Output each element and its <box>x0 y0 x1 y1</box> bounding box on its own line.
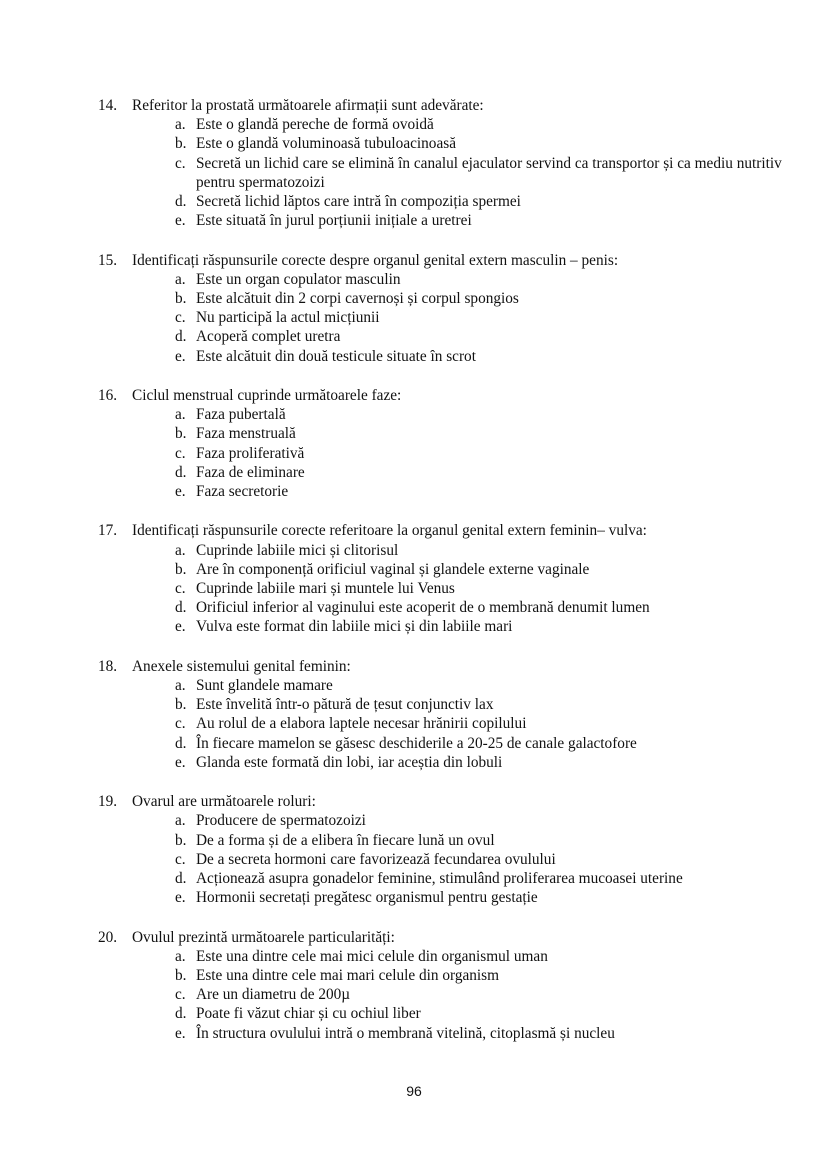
option-text: Nu participă la actul micțiunii <box>196 309 380 327</box>
option-letter: e. <box>175 212 186 230</box>
answer-option <box>98 289 798 308</box>
answer-option <box>98 947 798 966</box>
question-header <box>98 96 798 115</box>
answer-options <box>98 115 798 230</box>
answer-option <box>98 714 798 733</box>
answer-option <box>98 482 798 501</box>
question-number: 19. <box>98 793 118 811</box>
option-text: Este o glandă pereche de formă ovoidă <box>196 116 434 134</box>
option-text: În fiecare mamelon se găsesc deschiderile a 20-25 de canale galactofore <box>196 734 637 752</box>
answer-option <box>98 444 798 463</box>
question-text: Ciclul menstrual cuprinde următoarele faze: <box>132 387 402 405</box>
answer-option <box>98 327 798 346</box>
question-header <box>98 251 798 270</box>
option-text: Este situată în jurul porțiunii inițiale a uretrei <box>196 212 472 230</box>
answer-option <box>98 1024 798 1043</box>
option-letter: d. <box>175 328 187 346</box>
option-letter: d. <box>175 1005 187 1023</box>
option-letter: b. <box>175 135 187 153</box>
answer-option <box>98 211 798 230</box>
option-text: Au rolul de a elabora laptele necesar hrănirii copilului <box>196 715 527 733</box>
answer-option <box>98 308 798 327</box>
option-text: Faza de eliminare <box>196 463 305 481</box>
option-letter: d. <box>175 463 187 481</box>
answer-option <box>98 888 798 907</box>
question-text: Identificați răspunsurile corecte despre organul genital extern masculin – penis: <box>132 251 619 269</box>
option-text: Secretă un lichid care se elimină în canalul ejaculator servind ca transportor și ca mediu nutritiv pentru spermatozoizi <box>196 154 782 191</box>
question-text: Identificați răspunsurile corecte referitoare la organul genital extern feminin– vulva: <box>132 522 647 540</box>
option-text: Este alcătuit din 2 corpi cavernoși și corpul spongios <box>196 290 519 308</box>
answer-options <box>98 676 798 772</box>
answer-options <box>98 270 798 366</box>
option-text: În structura ovulului intră o membrană vitelină, citoplasmă și nucleu <box>196 1024 615 1042</box>
option-text: Este una dintre cele mai mari celule din organism <box>196 967 500 985</box>
question-number: 16. <box>98 387 118 405</box>
question-header <box>98 792 798 811</box>
option-letter: e. <box>175 347 186 365</box>
answer-option <box>98 598 798 617</box>
option-letter: e. <box>175 889 186 907</box>
answer-options <box>98 947 798 1043</box>
option-letter: a. <box>175 116 186 134</box>
question-header <box>98 928 798 947</box>
option-text: Este o glandă voluminoasă tubuloacinoasă <box>196 135 456 153</box>
question-text: Ovarul are următoarele roluri: <box>132 793 316 811</box>
question-number: 15. <box>98 251 118 269</box>
option-letter: c. <box>175 986 186 1004</box>
answer-option <box>98 405 798 424</box>
answer-option <box>98 966 798 985</box>
option-text: Este învelită într-o pătură de țesut conjunctiv lax <box>196 696 494 714</box>
answer-option <box>98 134 798 153</box>
option-letter: d. <box>175 870 187 888</box>
option-text: Faza proliferativă <box>196 444 305 462</box>
option-letter: d. <box>175 193 187 211</box>
option-letter: b. <box>175 831 187 849</box>
question-20 <box>98 928 798 1043</box>
option-text: Are în componență orificiul vaginal și glandele externe vaginale <box>196 560 590 578</box>
answer-option <box>98 347 798 366</box>
answer-option <box>98 1004 798 1023</box>
answer-option <box>98 753 798 772</box>
option-text: Orificiul inferior al vaginului este acoperit de o membrană denumit lumen <box>196 599 650 617</box>
option-text: Cuprinde labiile mici și clitorisul <box>196 541 399 559</box>
option-text: Acționează asupra gonadelor feminine, stimulând proliferarea mucoasei uterine <box>196 870 683 888</box>
option-text: Este alcătuit din două testicule situate în scrot <box>196 347 476 365</box>
option-letter: e. <box>175 753 186 771</box>
answer-option <box>98 734 798 753</box>
option-letter: b. <box>175 290 187 308</box>
answer-option <box>98 424 798 443</box>
option-letter: c. <box>175 309 186 327</box>
option-text: Este un organ copulator masculin <box>196 270 401 288</box>
option-letter: b. <box>175 560 187 578</box>
answer-option <box>98 154 798 192</box>
question-text: Ovulul prezintă următoarele particularități: <box>132 928 395 946</box>
answer-option <box>98 270 798 289</box>
answer-option <box>98 811 798 830</box>
option-text: Este una dintre cele mai mici celule din organismul uman <box>196 947 548 965</box>
answer-option <box>98 463 798 482</box>
option-letter: a. <box>175 270 186 288</box>
option-letter: a. <box>175 406 186 424</box>
option-text: Producere de spermatozoizi <box>196 812 366 830</box>
answer-option <box>98 192 798 211</box>
option-letter: a. <box>175 541 186 559</box>
option-text: Acoperă complet uretra <box>196 328 341 346</box>
question-16 <box>98 386 798 501</box>
question-number: 17. <box>98 522 118 540</box>
answer-option <box>98 579 798 598</box>
question-14 <box>98 96 798 230</box>
answer-option <box>98 115 798 134</box>
answer-option <box>98 850 798 869</box>
answer-option <box>98 676 798 695</box>
option-text: Hormonii secretați pregătesc organismul pentru gestație <box>196 889 538 907</box>
answer-option <box>98 869 798 888</box>
answer-options <box>98 405 798 501</box>
option-letter: a. <box>175 812 186 830</box>
question-number: 20. <box>98 928 118 946</box>
question-list <box>98 96 798 1063</box>
option-letter: c. <box>175 715 186 733</box>
option-letter: d. <box>175 599 187 617</box>
answer-options <box>98 541 798 637</box>
option-letter: e. <box>175 618 186 636</box>
question-header <box>98 386 798 405</box>
option-text: Glanda este formată din lobi, iar aceștia din lobuli <box>196 753 503 771</box>
option-text: Are un diametru de 200µ <box>196 986 351 1004</box>
option-letter: a. <box>175 947 186 965</box>
option-text: Faza pubertală <box>196 406 286 424</box>
option-letter: e. <box>175 1024 186 1042</box>
answer-option <box>98 695 798 714</box>
question-19 <box>98 792 798 907</box>
option-text: De a forma și de a elibera în fiecare lună un ovul <box>196 831 495 849</box>
option-letter: c. <box>175 444 186 462</box>
option-letter: e. <box>175 483 186 501</box>
question-header <box>98 521 798 540</box>
option-letter: c. <box>175 850 186 868</box>
answer-option <box>98 541 798 560</box>
option-text: Poate fi văzut chiar și cu ochiul liber <box>196 1005 421 1023</box>
answer-options <box>98 811 798 907</box>
answer-option <box>98 617 798 636</box>
option-text: Faza menstruală <box>196 425 296 443</box>
option-letter: a. <box>175 677 186 695</box>
question-header <box>98 657 798 676</box>
option-letter: b. <box>175 425 187 443</box>
option-text: Faza secretorie <box>196 483 289 501</box>
question-text: Referitor la prostată următoarele afirmații sunt adevărate: <box>132 97 484 114</box>
option-letter: c. <box>175 154 186 172</box>
question-17 <box>98 521 798 636</box>
option-text: Vulva este format din labiile mici și din labiile mari <box>196 618 513 636</box>
question-number: 14. <box>98 97 118 114</box>
option-text: De a secreta hormoni care favorizează fecundarea ovulului <box>196 850 556 868</box>
option-letter: b. <box>175 967 187 985</box>
answer-option <box>98 831 798 850</box>
option-letter: d. <box>175 734 187 752</box>
page-number: 96 <box>406 1083 422 1099</box>
option-text: Cuprinde labiile mari și muntele lui Venus <box>196 580 455 598</box>
question-text: Anexele sistemului genital feminin: <box>132 657 351 675</box>
question-18 <box>98 657 798 772</box>
option-text: Sunt glandele mamare <box>196 677 333 695</box>
question-15 <box>98 251 798 366</box>
option-letter: b. <box>175 696 187 714</box>
answer-option <box>98 985 798 1004</box>
answer-option <box>98 560 798 579</box>
option-text: Secretă lichid lăptos care intră în compoziția spermei <box>196 193 521 211</box>
question-number: 18. <box>98 657 118 675</box>
option-letter: c. <box>175 580 186 598</box>
